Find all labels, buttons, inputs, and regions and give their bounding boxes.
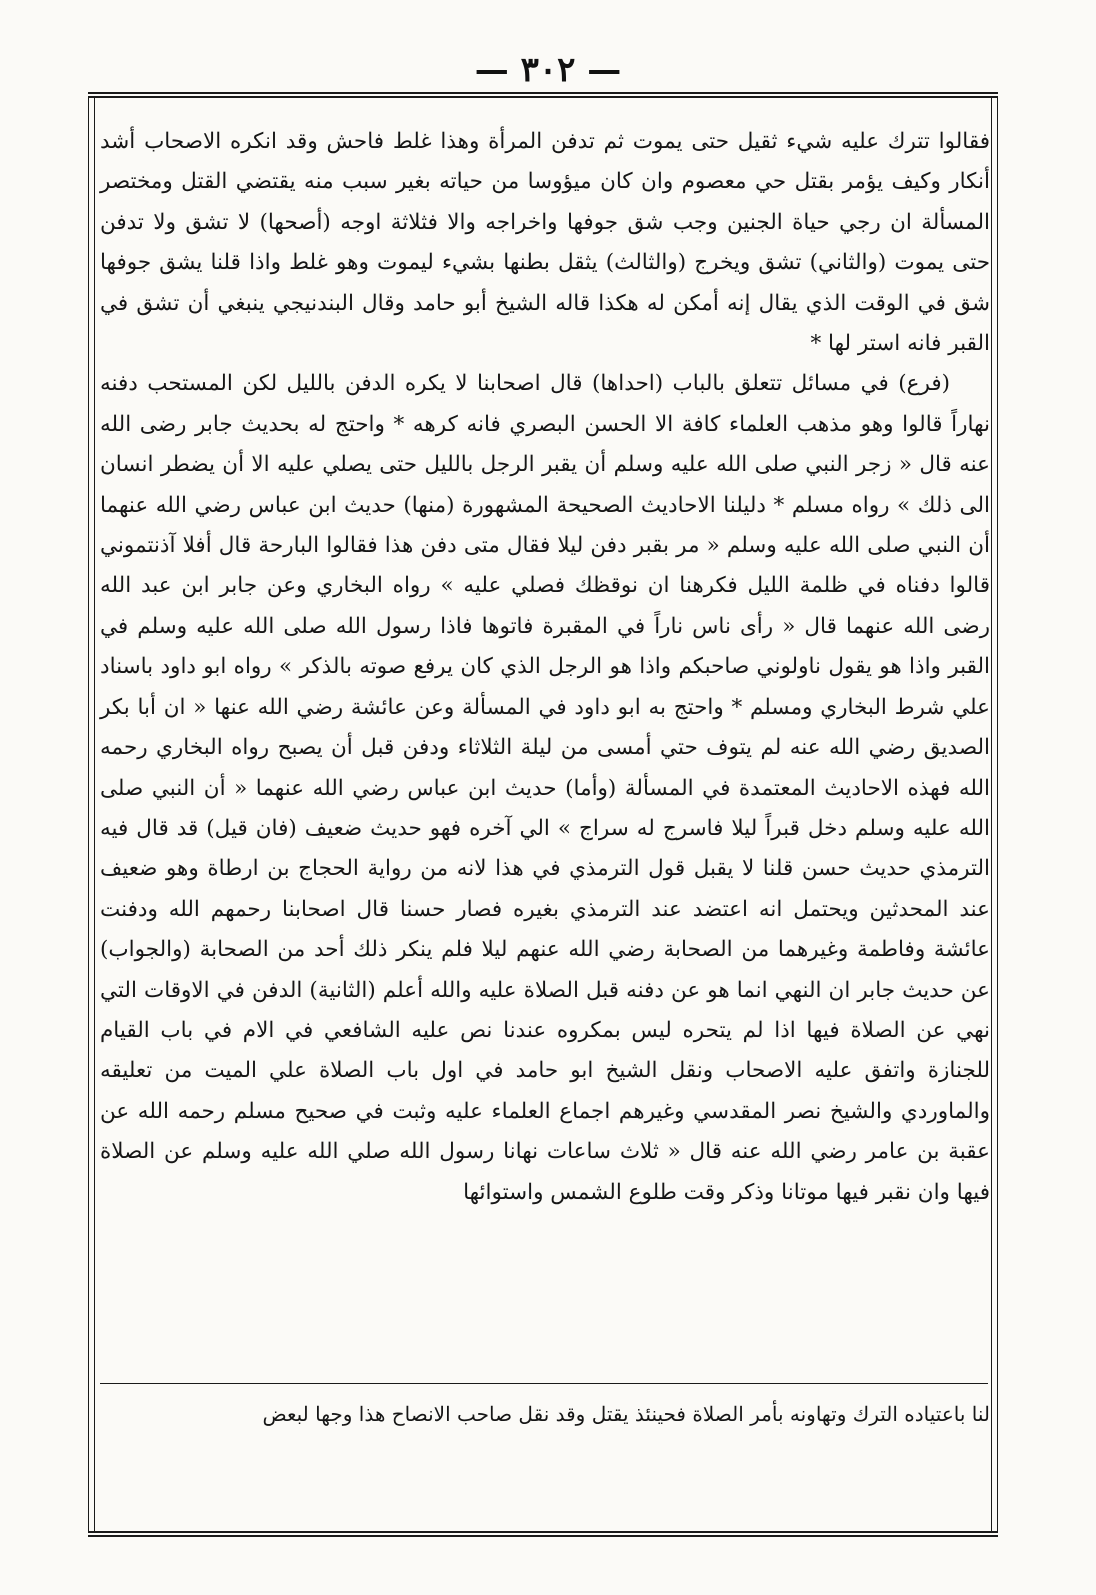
paragraph-2: (فرع) في مسائل تتعلق بالباب (احداها) قال اصحابنا لا يكره الدفن بالليل لكن المستحب دفنه نهاراً قالوا وهو مذهب العلماء كافة الا الحسن البصري فانه كرهه * واحتج له بحديث جابر رضى الله عنه قال « زجر النبي صلى الله عليه وسلم أن يقبر الرجل بالليل حتى يصلي عليه الا أن يضطر انسان الى ذلك » رواه مسلم * دليلنا الاحاديث الصحيحة المشهورة (منها) حديث ابن عباس رضي الله عنهما أن النبي صلى الله عليه وسلم « مر بقبر دفن ليلا فقال متى دفن هذا فقالوا البارحة قال أفلا آذنتموني قالوا دفناه في ظلمة الليل فكرهنا ان نوقظك فصلي عليه » رواه البخاري وعن جابر ابن عبد الله رضى الله عنهما قال « رأى ناس ناراً في المقبرة فاتوها فاذا رسول الله صلى الله عليه وسلم في القبر واذا هو يقول ناولوني صاحبكم واذا هو الرجل الذي كان يرفع صوته بالذكر » رواه ابو داود باسناد علي شرط البخاري ومسلم * واحتج به ابو داود في المسألة وعن عائشة رضي الله عنها « ان أبا بكر الصديق رضي الله عنه لم يتوف حتي أمسى من ليلة الثلاثاء ودفن قبل أن يصبح رواه البخاري رحمه الله فهذه الاحاديث المعتمدة في المسألة (وأما) حديث ابن عباس رضي الله عنهما « أن النبي صلى الله عليه وسلم دخل قبراً ليلا فاسرج له سراج » الي آخره فهو حديث ضعيف (فان قيل) قد قال فيه الترمذي حديث حسن قلنا لا يقبل قول الترمذي في هذا لانه من رواية الحجاج بن ارطاة وهو ضعيف عند المحدثين ويحتمل انه اعتضد عند الترمذي بغيره فصار حسنا قال اصحابنا رحمهم الله ودفنت عائشة وفاطمة وغيرهما من الصحابة رضي الله عنهم ليلا فلم ينكر ذلك أحد من الصحابة (والجواب) عن حديث جابر ان النهي انما هو عن دفنه قبل الصلاة عليه والله أعلم (الثانية) الدفن في الاوقات التي نهي عن الصلاة فيها اذا لم يتحره ليس بمكروه عندنا نص عليه الشافعي في الام في باب القيام للجنازة واتفق عليه الاصحاب ونقل الشيخ ابو حامد في اول باب الصلاة علي الميت من تعليقه والماوردي والشيخ نصر المقدسي وغيرهم اجماع العلماء عليه وثبت في صحيح مسلم رحمه الله عن عقبة بن عامر رضي الله عنه قال « ثلاث ساعات نهانا رسول الله صلي الله عليه وسلم عن الصلاة فيها وان نقبر فيها موتانا وذكر وقت طلوع الشمس واستوائها — [100, 371, 990, 1205]
footnote-rule — [100, 1383, 988, 1384]
frame-left-border — [88, 96, 95, 1533]
paragraph-1: فقالوا تترك عليه شيء ثقيل حتى يموت ثم تدفن المرأة وهذا غلط فاحش وقد انكره الاصحاب أشد أنكار وكيف يؤمر بقتل حي معصوم وان كان ميؤوسا من حياته بغير سبب منه يقتضي القتل ومختصر المسألة ان رجي حياة الجنين وجب شق جوفها واخراجه والا فثلاثة اوجه (أصحها) لا تشق ولا تدفن حتى يموت (والثاني) تشق ويخرج (والثالث) يثقل بطنها بشيء ليموت وهو غلط واذا قلنا يشق جوفها شق في الوقت الذي يقال إنه أمكن له هكذا قاله الشيخ أبو حامد وقال البندنيجي ينبغي أن تشق في القبر فانه استر لها * — [100, 129, 990, 357]
main-text — [100, 122, 990, 1213]
footnote: لنا باعتياده الترك وتهاونه بأمر الصلاة فحينئذ يقتل وقد نقل صاحب الانصاح هذا وجها لبعض — [262, 1402, 990, 1426]
frame-right-border — [991, 96, 998, 1533]
page-number: — ٣٠٢ — — [474, 50, 622, 90]
